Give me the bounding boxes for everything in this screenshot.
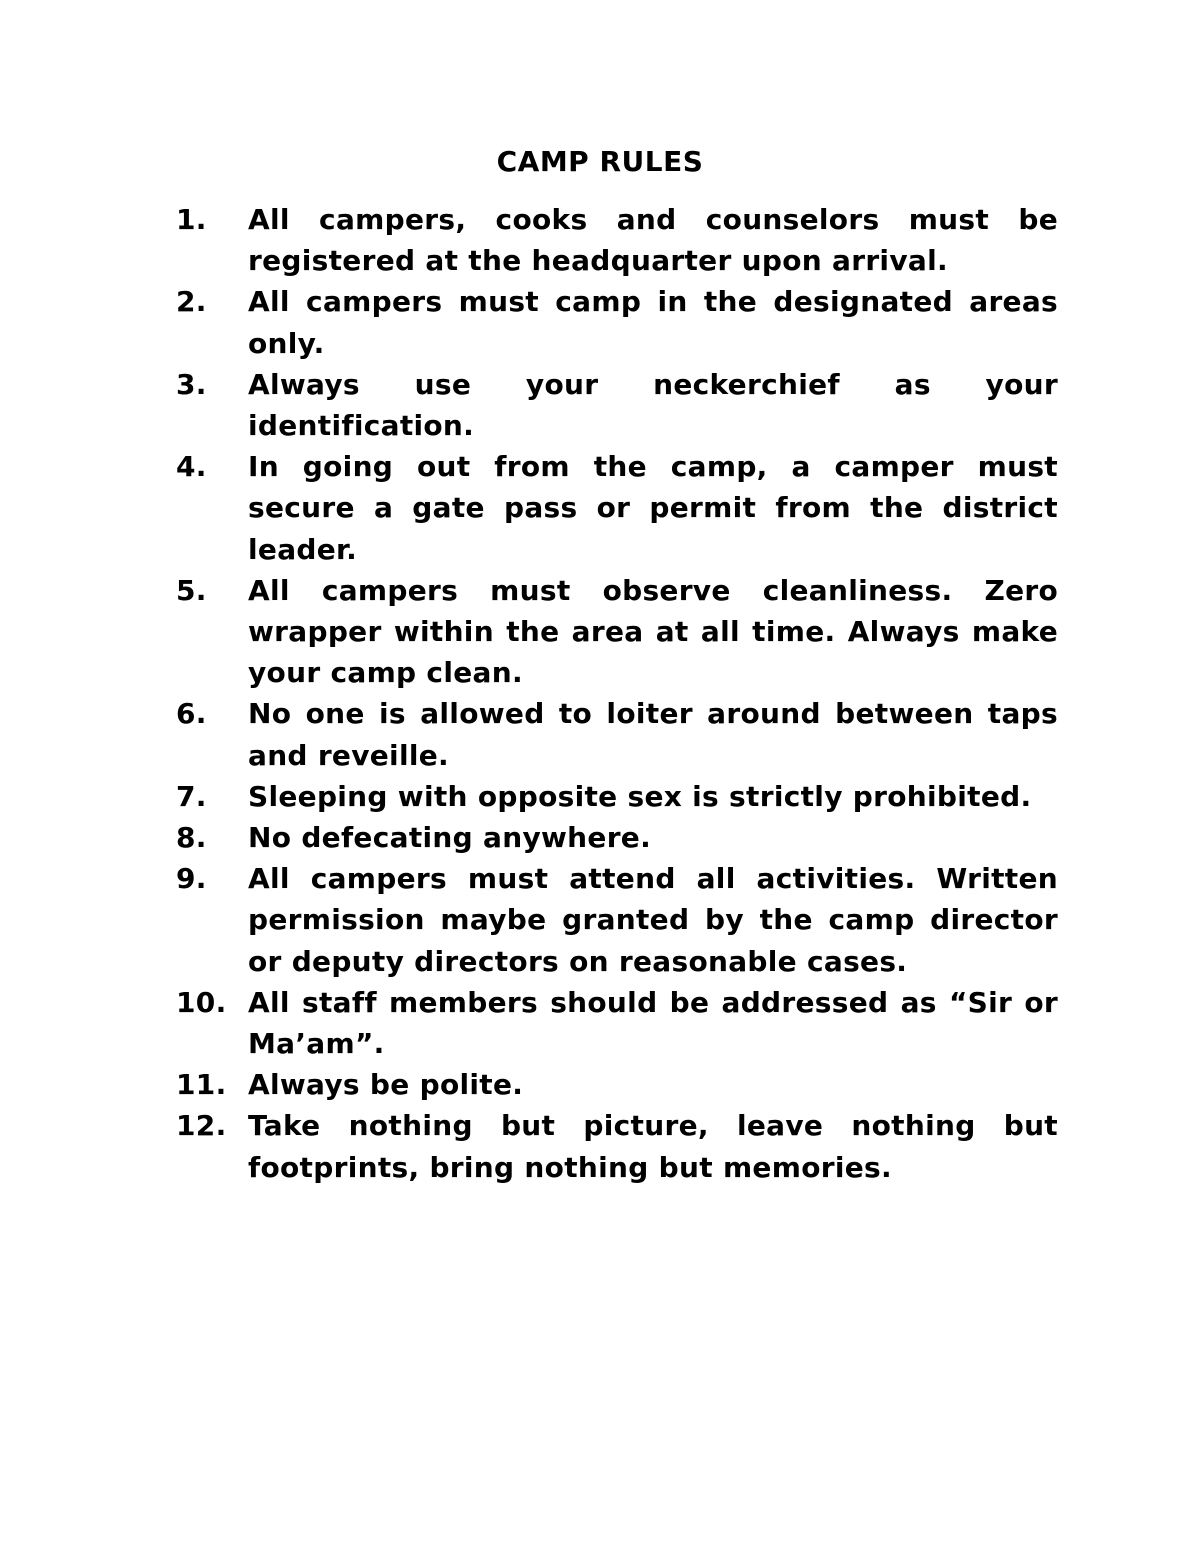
document-title: CAMP RULES: [496, 145, 704, 178]
rule-number: 7.: [176, 779, 207, 813]
rule-number: 6.: [176, 697, 207, 731]
rule-text: Always be polite.: [248, 1068, 524, 1102]
rule-text: In going out from the camp, a camper must secure a gate pass or permit from the district leader.: [248, 450, 1058, 566]
rule-text: Take nothing but picture, leave nothing but footprints, bring nothing but memories.: [248, 1109, 1058, 1184]
rule-item: [176, 570, 1058, 694]
rule-number: 9.: [176, 862, 207, 896]
rule-number: 4.: [176, 450, 207, 484]
rule-text: No defecating anywhere.: [248, 821, 652, 855]
rule-item: [176, 1064, 1058, 1105]
rule-text: No one is allowed to loiter around between taps and reveille.: [248, 697, 1058, 772]
rule-item: [176, 281, 1058, 363]
rule-number: 5.: [176, 573, 207, 607]
rule-item: [176, 364, 1058, 446]
rule-number: 3.: [176, 367, 207, 401]
rule-number: 1.: [176, 203, 207, 236]
rule-text: Always use your neckerchief as your identification.: [248, 367, 1058, 443]
rule-text: All campers must observe cleanliness. Zero wrapper within the area at all time. Always make your camp clean.: [248, 573, 1058, 690]
rule-item: [176, 776, 1058, 817]
rule-item: [176, 446, 1058, 570]
rule-item: [176, 693, 1058, 775]
rule-text: Sleeping with opposite sex is strictly prohibited.: [248, 779, 1032, 813]
rule-number: 11.: [176, 1068, 227, 1102]
rule-item: [176, 1105, 1058, 1187]
rule-text: All campers must attend all activities. Written permission maybe granted by the camp director or deputy directors on reasonable cases.: [248, 862, 1058, 978]
rule-text: All campers must camp in the designated areas only.: [248, 285, 1058, 360]
rule-item: [176, 817, 1058, 858]
rule-item: [176, 858, 1058, 982]
rule-item: [176, 982, 1058, 1064]
rule-number: 10.: [176, 985, 227, 1019]
rule-text: All campers, cooks and counselors must be registered at the headquarter upon arrival.: [248, 203, 1058, 278]
rule-number: 2.: [176, 285, 207, 319]
rule-number: 12.: [176, 1109, 227, 1143]
rule-text: All staff members should be addressed as “Sir or Ma’am”.: [248, 985, 1058, 1061]
rule-number: 8.: [176, 821, 207, 855]
rule-item: [176, 199, 1058, 281]
rules-list: [176, 199, 1058, 1188]
